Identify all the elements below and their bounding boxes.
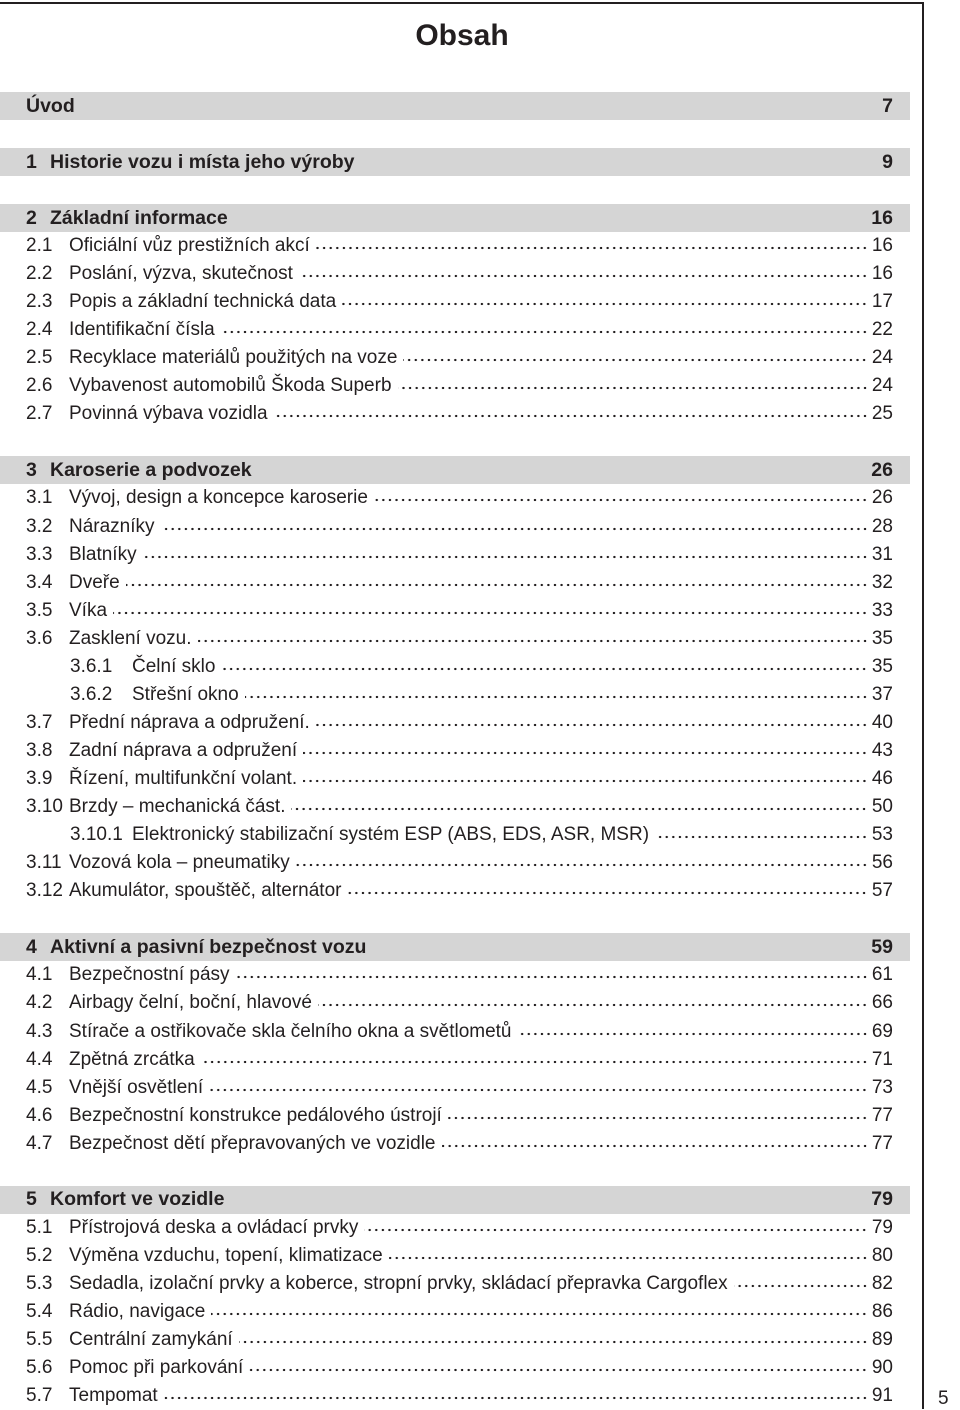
entry-page-number: 46 [871,768,893,790]
toc-entry[interactable] [0,344,910,372]
dot-leader [299,273,868,279]
entry-number: 4.7 [26,1132,53,1154]
entry-page-number: 80 [871,1244,893,1266]
entry-title: Akumulátor, spouštěč, alternátor [69,880,342,902]
toc-entry[interactable] [0,372,910,400]
entry-title: Oficiální vůz prestižních akcí [69,235,310,257]
page-folio: 5 [938,1388,949,1409]
section-number: 1 [26,150,37,173]
dot-leader [113,610,868,616]
section-page-number: 7 [882,94,893,117]
entry-page-number: 40 [871,711,893,733]
entry-number: 5.1 [26,1216,53,1238]
entry-number: 3.10.1 [70,824,123,846]
section-title: Úvod [26,94,75,117]
dot-leader [161,526,868,532]
entry-page-number: 61 [871,964,893,986]
entry-title: Vnější osvětlení [69,1076,204,1098]
entry-title: Elektronický stabilizační systém ESP (ABS, EDS, ASR, MSR) [132,824,650,846]
entry-number: 3.12 [26,880,63,902]
entry-page-number: 90 [871,1357,893,1379]
entry-title: Vybavenost automobilů Škoda Superb [69,375,392,397]
section-page-number: 16 [871,206,893,229]
dot-leader [398,385,868,391]
toc-entry[interactable] [0,1354,910,1382]
toc-entry[interactable] [0,625,910,653]
entry-title: Střešní okno [132,683,239,705]
entry-title: Blatníky [69,543,137,565]
entry-title: Brzdy – mechanická část. [69,796,286,818]
toc-subentry[interactable] [0,821,910,849]
entry-page-number: 89 [871,1329,893,1351]
section-page-number: 9 [882,150,893,173]
entry-number: 5.3 [26,1272,53,1294]
dot-leader [296,862,868,868]
dot-leader [303,750,868,756]
entry-page-number: 77 [871,1104,893,1126]
entry-title: Poslání, výzva, skutečnost [69,263,293,285]
dot-leader [347,890,867,896]
toc-entry[interactable] [0,1298,910,1326]
entry-page-number: 50 [871,796,893,818]
toc-section-header[interactable] [0,456,910,484]
toc-entry[interactable] [0,316,910,344]
section-number: 4 [26,935,37,958]
entry-number: 2.2 [26,263,53,285]
toc-entry[interactable] [0,400,910,428]
dot-leader [448,1115,868,1121]
entry-number: 3.6.2 [70,683,113,705]
dot-leader [143,554,868,560]
section-title: Komfort ve vozidle [50,1188,225,1211]
page-frame-top-rule [0,2,924,4]
entry-page-number: 32 [871,571,893,593]
entry-title: Sedadla, izolační prvky a koberce, stropní prvky, skládací přepravka Cargoflex [69,1272,728,1294]
entry-number: 4.1 [26,964,53,986]
entry-page-number: 28 [871,515,893,537]
entry-title: Zadní náprava a odpružení [69,740,298,762]
toc-entry[interactable] [0,569,910,597]
toc-sections [0,120,910,1410]
entry-page-number: 33 [871,599,893,621]
toc-section-header[interactable] [0,148,910,176]
entry-number: 4.4 [26,1048,53,1070]
toc-entry[interactable] [0,1326,910,1354]
entry-page-number: 24 [871,375,893,397]
section-title: Základní informace [50,206,228,229]
entry-number: 3.3 [26,543,53,565]
dot-leader [221,329,868,335]
entry-number: 5.7 [26,1385,53,1407]
toc-entry[interactable] [0,709,910,737]
entry-page-number: 16 [871,263,893,285]
toc-section-header[interactable] [0,933,910,961]
dot-leader [249,1367,868,1373]
toc-entry[interactable] [0,260,910,288]
toc-entry[interactable] [0,1046,910,1074]
section-page-number: 59 [871,935,893,958]
entry-number: 4.6 [26,1104,53,1126]
entry-page-number: 35 [871,655,893,677]
dot-leader [518,1031,868,1037]
toc-entry[interactable] [0,513,910,541]
entry-title: Bezpečnost dětí přepravovaných ve vozidle [69,1132,436,1154]
entry-number: 5.5 [26,1329,53,1351]
entry-number: 3.1 [26,487,53,509]
toc-entry[interactable] [0,1130,910,1158]
dot-leader [198,638,868,644]
entry-number: 3.6.1 [70,655,113,677]
entry-title: Recyklace materiálů použitých na voze [69,347,398,369]
entry-title: Identifikační čísla [69,319,215,341]
toc-section-header[interactable] [0,204,910,232]
page-title: Obsah [415,19,509,52]
entry-page-number: 26 [871,487,893,509]
section-spacer [0,428,910,456]
entry-number: 3.6 [26,627,53,649]
entry-number: 3.5 [26,599,53,621]
dot-leader [342,301,868,307]
entry-title: Rádio, navigace [69,1301,206,1323]
entry-title: Výměna vzduchu, topení, klimatizace [69,1244,383,1266]
dot-leader [303,778,868,784]
entry-number: 3.10 [26,796,63,818]
section-spacer [0,905,910,933]
entry-page-number: 25 [871,403,893,425]
toc-entry[interactable] [0,1270,910,1298]
toc-section [0,933,910,1157]
dot-leader [734,1283,868,1289]
section-spacer [0,1158,910,1186]
dot-leader [442,1143,868,1149]
entry-page-number: 77 [871,1132,893,1154]
entry-page-number: 73 [871,1076,893,1098]
entry-page-number: 53 [871,824,893,846]
entry-page-number: 37 [871,683,893,705]
dot-leader [374,497,868,503]
dot-leader [316,722,868,728]
section-spacer [0,176,910,204]
entry-number: 2.4 [26,319,53,341]
section-title: Karoserie a podvozek [50,458,252,481]
section-page-number: 26 [871,458,893,481]
entry-number: 4.2 [26,992,53,1014]
entry-number: 3.11 [26,852,62,874]
dot-leader [403,357,867,363]
toc-entry[interactable] [0,989,910,1017]
dot-leader [655,834,868,840]
entry-title: Víka [69,599,108,621]
section-number: 3 [26,458,37,481]
section-title: Historie vozu i místa jeho výroby [50,150,355,173]
toc-entry[interactable] [0,541,910,569]
section-spacer [0,120,910,148]
entry-page-number: 79 [871,1216,893,1238]
entry-page-number: 71 [871,1048,893,1070]
toc-entry[interactable] [0,484,910,512]
toc-entry[interactable] [0,1102,910,1130]
dot-leader [389,1255,868,1261]
toc-entry[interactable] [0,877,910,905]
dot-leader [318,1002,868,1008]
entry-title: Nárazníky [69,515,155,537]
toc-subentry[interactable] [0,653,910,681]
entry-title: Čelní sklo [132,655,216,677]
entry-title: Dveře [69,571,120,593]
dot-leader [364,1227,868,1233]
entry-page-number: 31 [871,543,893,565]
dot-leader [291,806,867,812]
entry-page-number: 66 [871,992,893,1014]
entry-page-number: 86 [871,1301,893,1323]
entry-page-number: 17 [871,291,893,313]
entry-number: 5.6 [26,1357,53,1379]
entry-page-number: 82 [871,1272,893,1294]
dot-leader [245,694,868,700]
entry-title: Řízení, multifunkční volant. [69,768,298,790]
toc-entry[interactable] [0,1382,910,1410]
toc-section [0,204,910,428]
entry-title: Tempomat [69,1385,158,1407]
dot-leader [236,974,868,980]
toc-entry[interactable] [0,737,910,765]
entry-title: Povinná výbava vozidla [69,403,268,425]
entry-number: 3.8 [26,740,53,762]
entry-number: 2.7 [26,403,53,425]
page-frame-right-rule [922,2,924,1409]
entry-page-number: 43 [871,740,893,762]
entry-page-number: 91 [871,1385,893,1407]
entry-number: 3.4 [26,571,53,593]
toc-entry[interactable] [0,1214,910,1242]
dot-leader [274,413,868,419]
section-number: 5 [26,1188,37,1211]
toc-section [0,148,910,176]
entry-page-number: 57 [871,880,893,902]
entry-page-number: 56 [871,852,893,874]
toc-intro-header[interactable] [0,92,910,120]
entry-title: Bezpečnostní konstrukce pedálového ústrojí [69,1104,442,1126]
entry-title: Stírače a ostřikovače skla čelního okna a světlometů [69,1020,512,1042]
entry-title: Přední náprava a odpružení. [69,711,310,733]
entry-title: Přístrojová deska a ovládací prvky [69,1216,359,1238]
entry-number: 5.4 [26,1301,53,1323]
entry-title: Pomoc při parkování [69,1357,244,1379]
entry-number: 2.6 [26,375,53,397]
toc-entry[interactable] [0,1074,910,1102]
entry-page-number: 24 [871,347,893,369]
dot-leader [126,582,868,588]
entry-page-number: 16 [871,235,893,257]
dot-leader [164,1395,868,1401]
toc-entry[interactable] [0,849,910,877]
dot-leader [211,1311,868,1317]
entry-page-number: 69 [871,1020,893,1042]
entry-number: 2.5 [26,347,53,369]
toc-section-header[interactable] [0,1186,910,1214]
dot-leader [221,666,867,672]
entry-number: 4.3 [26,1020,53,1042]
entry-title: Popis a základní technická data [69,291,337,313]
section-page-number: 79 [871,1188,893,1211]
entry-title: Bezpečnostní pásy [69,964,230,986]
entry-number: 3.9 [26,768,53,790]
dot-leader [239,1339,868,1345]
entry-number: 4.5 [26,1076,53,1098]
entry-title: Airbagy čelní, boční, hlavové [69,992,312,1014]
entry-title: Vozová kola – pneumatiky [69,852,290,874]
entry-title: Vývoj, design a koncepce karoserie [69,487,368,509]
toc-entry[interactable] [0,288,910,316]
entry-title: Centrální zamykání [69,1329,233,1351]
toc-entry[interactable] [0,597,910,625]
toc-entry[interactable] [0,1018,910,1046]
toc-entry[interactable] [0,961,910,989]
entry-page-number: 22 [871,319,893,341]
toc-entry[interactable] [0,765,910,793]
toc-subentry[interactable] [0,681,910,709]
entry-title: Zasklení vozu. [69,627,192,649]
toc-entry[interactable] [0,793,910,821]
entry-page-number: 35 [871,627,893,649]
toc-section [0,1186,910,1410]
entry-number: 5.2 [26,1244,53,1266]
dot-leader [201,1059,868,1065]
toc-entry[interactable] [0,232,910,260]
dot-leader [209,1087,868,1093]
table-of-contents [0,92,910,1410]
section-number: 2 [26,206,37,229]
entry-number: 3.7 [26,711,53,733]
toc-section [0,456,910,905]
entry-number: 2.3 [26,291,53,313]
entry-title: Zpětná zrcátka [69,1048,195,1070]
toc-entry[interactable] [0,1242,910,1270]
entry-number: 2.1 [26,235,53,257]
section-title: Aktivní a pasivní bezpečnost vozu [50,935,367,958]
entry-number: 3.2 [26,515,53,537]
dot-leader [316,245,868,251]
